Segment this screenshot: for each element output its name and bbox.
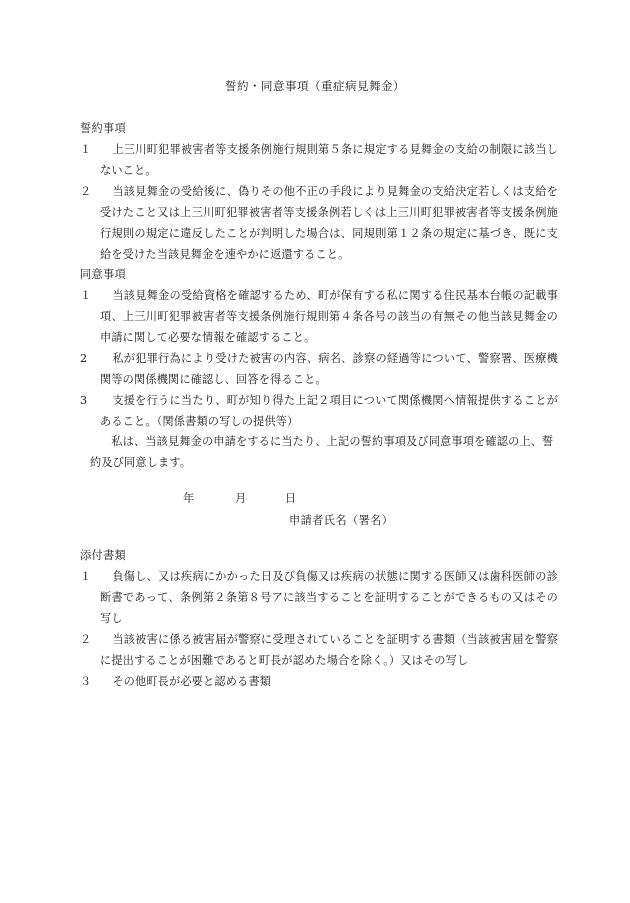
item-number: １ (80, 570, 92, 583)
item-text: 私が犯罪行為により受けた被害の内容、病名、診察の経過等について、警察署、医療機関等の関係機関に確認し、回答を得ること。 (100, 352, 558, 386)
item-number: ２ (80, 633, 92, 646)
item-text: 支援を行うに当たり、町が知り得た上記２項目について関係機関へ情報提供することがあること。（関係書類の写しの提供等） (100, 394, 558, 428)
item-text: 負傷し、又は疾病にかかった日及び負傷又は疾病の状態に関する医師又は歯科医師の診断書であって、条例第２条第８号アに該当することを証明することができるもの又はその写し (100, 570, 558, 625)
pledge-item (80, 139, 558, 181)
consent-list (80, 285, 558, 432)
attachments-list (80, 566, 558, 692)
attachment-item (80, 671, 558, 692)
pledge-list (80, 139, 558, 265)
consent-item (80, 285, 558, 348)
attachment-item (80, 629, 558, 671)
item-number: １ (80, 289, 92, 302)
item-number: 3 (80, 394, 88, 407)
pledge-heading: 誓約事項 (80, 122, 126, 135)
item-text: 当該見舞金の受給資格を確認するため、町が保有する私に関する住民基本台帳の記載事項、上三川町犯罪被害者等支援条例施行規則第４条各号の該当の有無その他当該見舞金の申請に関して必要な情報を確認すること。 (100, 289, 558, 344)
item-number: 2 (80, 352, 88, 365)
consent-section (80, 264, 558, 432)
document-title: 誓約・同意事項（重症病見舞金） (225, 79, 405, 93)
attachments-section (80, 545, 558, 692)
item-text: 当該被害に係る被害届が警察に受理されていることを証明する書類（当該被害届を警察に提出することが困難であると町長が認めた場合を除く。）又はその写し (100, 633, 558, 667)
pledge-section (80, 118, 558, 265)
month-label: 月 (235, 492, 247, 505)
year-label: 年 (183, 492, 195, 505)
date-line (183, 488, 323, 509)
item-text: その他町長が必要と認める書類 (112, 675, 272, 688)
declaration-text: 私は、当該見舞金の申請をするに当たり、上記の誓約事項及び同意事項を確認の上、誓約及び同意します。 (90, 435, 554, 469)
item-number: ２ (80, 185, 92, 198)
attachment-item (80, 566, 558, 629)
item-text: 当該見舞金の受給後に、偽りその他不正の手段により見舞金の支給決定若しくは支給を受けたこと又は上三川町犯罪被害者等支援条例若しくは上三川町犯罪被害者等支援条例施行規則の規定に違反したことが判明した場合は、同規則第１２条の規定に基づき、既に支給を受けた当該見舞金を速やかに返還すること。 (100, 185, 558, 261)
consent-heading: 同意事項 (80, 268, 126, 281)
day-label: 日 (285, 492, 297, 505)
consent-item (80, 390, 558, 432)
item-text: 上三川町犯罪被害者等支援条例施行規則第５条に規定する見舞金の支給の制限に該当しないこと。 (100, 143, 558, 177)
item-number: ３ (80, 675, 92, 688)
consent-item (80, 348, 558, 390)
pledge-item (80, 181, 558, 265)
applicant-signature-label: 申請者氏名（署名） (289, 514, 394, 527)
item-number: １ (80, 143, 92, 156)
attachments-heading: 添付書類 (80, 549, 126, 562)
